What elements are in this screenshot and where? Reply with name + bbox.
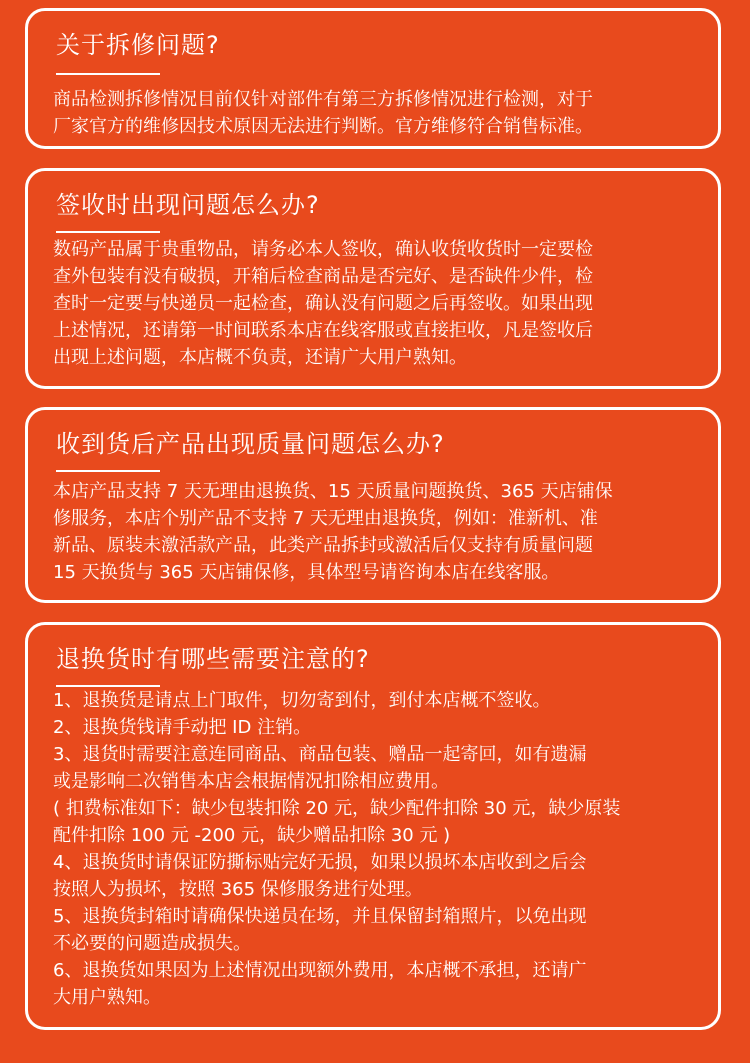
body-line: 不必要的问题造成损失。 [53, 933, 251, 954]
body-line: 5、退换货封箱时请确保快递员在场，并且保留封箱照片，以免出现 [53, 906, 587, 927]
faq-card-quality [25, 407, 721, 603]
body-line: 6、退换货如果因为上述情况出现额外费用，本店概不承担，还请广 [53, 960, 587, 981]
body-line: 按照人为损坏，按照 365 保修服务进行处理。 [53, 879, 423, 900]
body-line: 大用户熟知。 [53, 987, 161, 1008]
body-line: ( 扣费标准如下：缺少包装扣除 20 元，缺少配件扣除 30 元，缺少原装 [53, 798, 621, 819]
body-line: 或是影响二次销售本店会根据情况扣除相应费用。 [53, 771, 449, 792]
card-body [53, 478, 700, 586]
body-line: 3、退货时需要注意连同商品、商品包装、赠品一起寄回，如有遗漏 [53, 744, 587, 765]
card-title: 退换货时有哪些需要注意的? [56, 645, 370, 673]
body-line: 出现上述问题，本店概不负责，还请广大用户熟知。 [53, 347, 467, 368]
body-line: 查时一定要与快递员一起检查，确认没有问题之后再签收。如果出现 [53, 293, 593, 314]
body-line: 上述情况，还请第一时间联系本店在线客服或直接拒收，凡是签收后 [53, 320, 593, 341]
faq-card-repair [25, 8, 721, 149]
card-body [53, 236, 700, 371]
body-line: 查外包装有没有破损，开箱后检查商品是否完好、是否缺件少件，检 [53, 266, 593, 287]
card-body [53, 687, 700, 1011]
body-line: 1、退换货是请点上门取件，切勿寄到付，到付本店概不签收。 [53, 690, 551, 711]
title-underline [56, 470, 160, 472]
faq-card-signing [25, 168, 721, 389]
body-line: 新品、原装未激活款产品，此类产品拆封或激活后仅支持有质量问题 [53, 535, 593, 556]
body-line: 厂家官方的维修因技术原因无法进行判断。官方维修符合销售标准。 [53, 116, 593, 137]
body-line: 配件扣除 100 元 -200 元，缺少赠品扣除 30 元 ) [53, 825, 451, 846]
body-line: 修服务，本店个别产品不支持 7 天无理由退换货，例如：准新机、准 [53, 508, 598, 529]
body-line: 15 天换货与 365 天店铺保修，具体型号请咨询本店在线客服。 [53, 562, 560, 583]
card-title: 关于拆修问题? [56, 31, 220, 59]
card-title: 签收时出现问题怎么办? [56, 191, 320, 219]
title-underline [56, 231, 160, 233]
title-underline [56, 73, 160, 75]
body-line: 数码产品属于贵重物品，请务必本人签收，确认收货收货时一定要检 [53, 239, 593, 260]
card-title: 收到货后产品出现质量问题怎么办? [56, 430, 445, 458]
body-line: 2、退换货钱请手动把 ID 注销。 [53, 717, 312, 738]
body-line: 4、退换货时请保证防撕标贴完好无损，如果以损坏本店收到之后会 [53, 852, 587, 873]
body-line: 商品检测拆修情况目前仅针对部件有第三方拆修情况进行检测，对于 [53, 89, 593, 110]
card-body [53, 86, 700, 140]
faq-card-returns [25, 622, 721, 1030]
body-line: 本店产品支持 7 天无理由退换货、15 天质量问题换货、365 天店铺保 [53, 481, 613, 502]
